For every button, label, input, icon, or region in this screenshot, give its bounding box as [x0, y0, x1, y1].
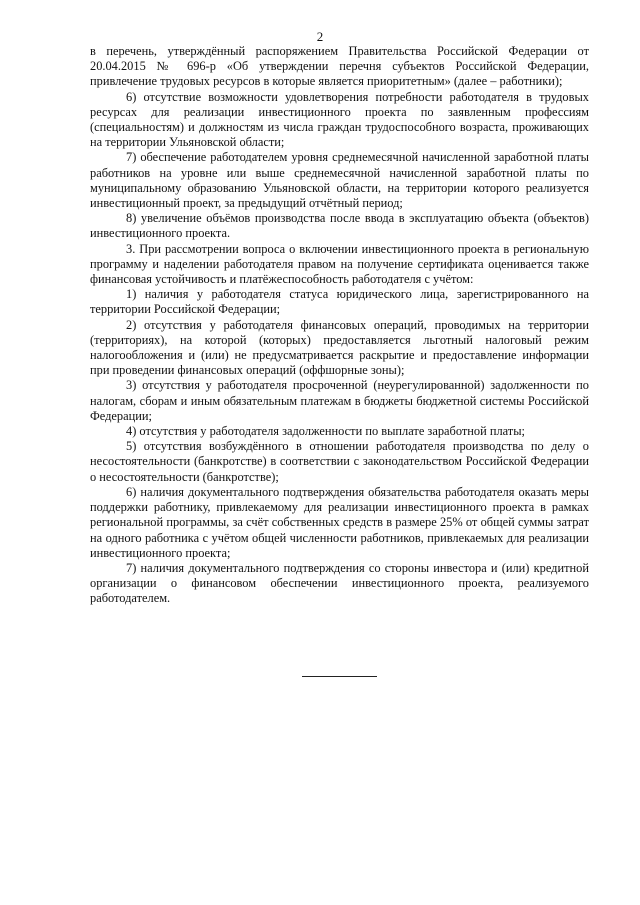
paragraph-criterion-5: 5) отсутствия возбуждённого в отношении работодателя производства по делу о несостоятельности (банкротстве) в соответствии с законодательством Российской Федерации о несостоятельности (банкротстве); — [90, 439, 589, 484]
paragraph-criterion-7: 7) наличия документального подтверждения со стороны инвестора и (или) кредитной организации о финансовом обеспечении инвестиционного проекта, реализуемого работодателем. — [90, 560, 589, 606]
page-number: 2 — [316, 29, 324, 44]
paragraph-section-3: 3. При рассмотрении вопроса о включении инвестиционного проекта в региональную программу и наделении работодателя правом на получение сертификата оценивается также финансовая устойчивость и платёжеспособность работодателя с учётом: — [90, 241, 589, 287]
paragraph-criterion-1: 1) наличия у работодателя статуса юридического лица, зарегистрированного на территории Российской Федерации; — [90, 287, 589, 317]
paragraph-criterion-4: 4) отсутствия у работодателя задолженности по выплате заработной платы; — [126, 424, 525, 439]
paragraph-continuation: в перечень, утверждённый распоряжением Правительства Российской Федерации от 20.04.2015 № 696-р «Об утверждении перечня субъектов Российской Федерации, привлечение трудовых ресурсов в которые является приоритетным» (далее – работники); — [90, 44, 589, 89]
paragraph-criterion-2: 2) отсутствия у работодателя финансовых операций, проводимых на территории (территориях), на которой (которых) предоставляется льготный налоговый режим налогообложения и (или) не предусматривается раскрытие и предоставление информации при проведении финансовых операций (оффшорные зоны); — [90, 317, 589, 378]
paragraph-criterion-6: 6) наличия документального подтверждения обязательства работодателя оказать меры поддержки работнику, привлекаемому для реализации инвестиционного проекта в рамках региональной программы, за счёт собственных средств в размере 25% от общей суммы затрат на одного работника с учётом общей численности работников, привлекаемых для реализации инвестиционного проекта; — [90, 484, 589, 560]
document-body — [90, 44, 589, 607]
end-divider-line — [302, 676, 377, 677]
paragraph-item-6: 6) отсутствие возможности удовлетворения потребности работодателя в трудовых ресурсах для реализации инвестиционного проекта по заявленным профессиям (специальностям) и должностям из числа граждан трудоспособного возраста, проживающих на территории Ульяновской области; — [90, 89, 589, 150]
paragraph-item-8: 8) увеличение объёмов производства после ввода в эксплуатацию объекта (объектов) инвестиционного проекта. — [90, 211, 589, 241]
paragraph-item-7: 7) обеспечение работодателем уровня среднемесячной начисленной заработной платы работников на уровне или выше среднемесячной начисленной заработной платы по муниципальному образованию Ульяновской области, на территории которого реализуется инвестиционный проект, за предыдущий отчётный период; — [90, 150, 589, 211]
paragraph-criterion-3: 3) отсутствия у работодателя просроченной (неурегулированной) задолженности по налогам, сборам и иным обязательным платежам в бюджеты бюджетной системы Российской Федерации; — [90, 378, 589, 423]
